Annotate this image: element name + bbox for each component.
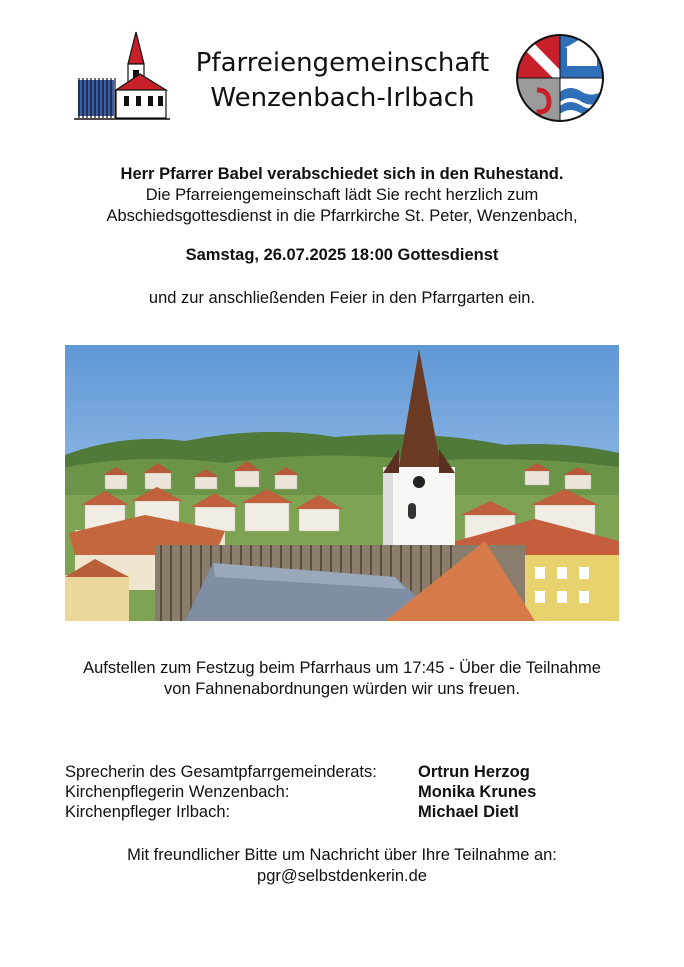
date-line: Samstag, 26.07.2025 18:00 Gottesdienst xyxy=(185,246,499,264)
contact-row xyxy=(65,802,625,822)
church-photo xyxy=(65,345,619,621)
title-line-2: Wenzenbach-Irlbach xyxy=(210,83,475,113)
intro xyxy=(40,164,644,227)
assembly-line-2: von Fahnenabordnungen würden wir uns freuen. xyxy=(164,680,520,698)
contact-role: Kirchenpflegerin Wenzenbach: xyxy=(65,783,290,801)
contacts xyxy=(65,762,625,822)
title-line-1: Pfarreiengemeinschaft xyxy=(195,48,490,78)
contact-role: Kirchenpfleger Irlbach: xyxy=(65,803,231,821)
contact-row xyxy=(65,782,625,802)
contact-role: Sprecherin des Gesamtpfarrgemeinderats: xyxy=(65,763,377,781)
celebration-line: und zur anschließenden Feier in den Pfarrgarten ein. xyxy=(148,289,536,307)
contact-name: Michael Dietl xyxy=(418,803,519,821)
intro-line-1: Die Pfarreiengemeinschaft lädt Sie recht herzlich zum xyxy=(145,186,539,204)
closing-line: Mit freundlicher Bitte um Nachricht über Ihre Teilnahme an: xyxy=(127,846,557,864)
header xyxy=(0,0,684,140)
closing xyxy=(40,845,644,887)
assembly-line-1: Aufstellen zum Festzug beim Pfarrhaus um 17:45 - Über die Teilnahme xyxy=(83,659,601,677)
headline: Herr Pfarrer Babel verabschiedet sich in den Ruhestand. xyxy=(120,165,564,183)
church-logo-icon xyxy=(74,30,170,126)
contact-name: Ortrun Herzog xyxy=(418,763,530,781)
coat-of-arms-icon xyxy=(515,32,605,124)
contact-email[interactable]: pgr@selbstdenkerin.de xyxy=(257,867,427,885)
assembly-info xyxy=(40,658,644,700)
page-title xyxy=(170,46,515,116)
intro-line-2: Abschiedsgottesdienst in die Pfarrkirche St. Peter, Wenzenbach, xyxy=(106,207,578,225)
contact-row xyxy=(65,762,625,782)
contact-name: Monika Krunes xyxy=(418,783,537,801)
